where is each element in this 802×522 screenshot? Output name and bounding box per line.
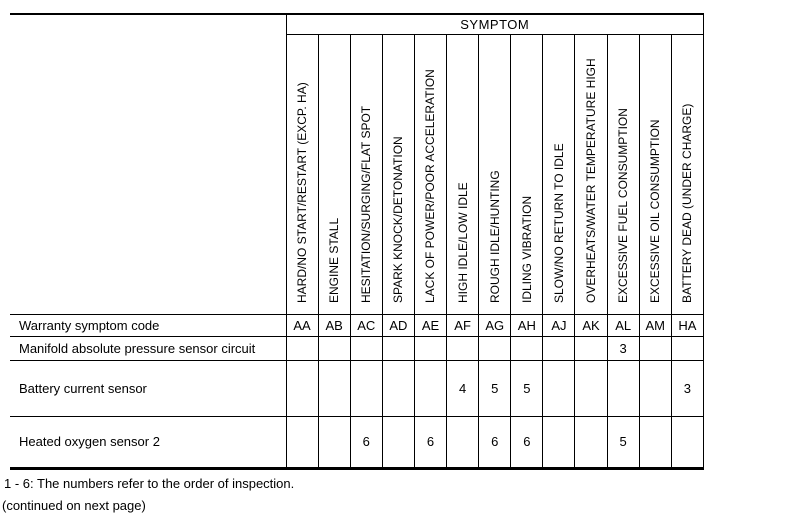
inspection-order-cell (543, 416, 575, 468)
inspection-order-cell (575, 416, 607, 468)
table-row (10, 336, 704, 360)
inspection-order-cell: 5 (511, 360, 543, 416)
inspection-order-cell: 6 (479, 416, 511, 468)
symptom-column-label: BATTERY DEAD (UNDER CHARGE) (680, 103, 695, 303)
symptom-column-header-ah (511, 34, 543, 314)
symptom-column-header-ha (671, 34, 703, 314)
symptom-column-label: SLOW/NO RETURN TO IDLE (551, 142, 566, 303)
warranty-code-ae: AE (414, 314, 446, 336)
inspection-order-cell: 3 (671, 360, 703, 416)
inspection-order-cell (382, 416, 414, 468)
inspection-order-cell (350, 336, 382, 360)
warranty-code-ha: HA (671, 314, 703, 336)
symptom-column-header-aa (286, 34, 318, 314)
inspection-order-cell: 6 (414, 416, 446, 468)
inspection-order-cell (639, 336, 671, 360)
inspection-order-cell (575, 336, 607, 360)
symptom-column-label: HESITATION/SURGING/FLAT SPOT (359, 105, 374, 303)
symptom-column-label: HIGH IDLE/LOW IDLE (455, 181, 470, 303)
symptom-column-header-ag (479, 34, 511, 314)
symptom-column-label: ENGINE STALL (327, 217, 342, 303)
inspection-order-cell (318, 336, 350, 360)
inspection-order-cell (286, 416, 318, 468)
inspection-order-cell (447, 416, 479, 468)
inspection-order-cell (414, 360, 446, 416)
corner-cell (10, 14, 286, 314)
warranty-code-aj: AJ (543, 314, 575, 336)
continued-note: (continued on next page) (2, 498, 146, 513)
inspection-order-cell (350, 360, 382, 416)
row-label: Heated oxygen sensor 2 (10, 416, 286, 468)
symptom-column-label: EXCESSIVE OIL CONSUMPTION (648, 118, 663, 303)
inspection-order-cell (671, 416, 703, 468)
inspection-order-cell (447, 336, 479, 360)
symptom-column-header-ac (350, 34, 382, 314)
symptom-column-label: HARD/NO START/RESTART (EXCP. HA) (295, 81, 310, 303)
symptom-column-header-al (607, 34, 639, 314)
row-label-warranty-symptom-code: Warranty symptom code (10, 314, 286, 336)
inspection-order-cell (286, 360, 318, 416)
row-label: Manifold absolute pressure sensor circuit (10, 336, 286, 360)
inspection-order-cell: 4 (447, 360, 479, 416)
warranty-code-ad: AD (382, 314, 414, 336)
symptom-column-label: OVERHEATS/WATER TEMPERATURE HIGH (584, 57, 599, 303)
inspection-order-note: 1 - 6: The numbers refer to the order of inspection. (4, 476, 295, 491)
row-label: Battery current sensor (10, 360, 286, 416)
symptom-column-label: LACK OF POWER/POOR ACCELERATION (423, 68, 438, 303)
symptom-column-header-am (639, 34, 671, 314)
symptom-column-header-af (447, 34, 479, 314)
inspection-order-cell (607, 360, 639, 416)
inspection-order-cell: 3 (607, 336, 639, 360)
symptom-column-header-ad (382, 34, 414, 314)
inspection-order-cell: 6 (511, 416, 543, 468)
inspection-order-cell (575, 360, 607, 416)
inspection-order-cell (318, 416, 350, 468)
inspection-order-cell (382, 336, 414, 360)
symptom-header: SYMPTOM (286, 14, 704, 34)
inspection-order-cell: 6 (350, 416, 382, 468)
inspection-order-cell (511, 336, 543, 360)
symptom-column-header-aj (543, 34, 575, 314)
symptom-column-label: IDLING VIBRATION (519, 195, 534, 303)
inspection-order-cell: 5 (607, 416, 639, 468)
inspection-order-cell (318, 360, 350, 416)
warranty-code-am: AM (639, 314, 671, 336)
inspection-order-cell (671, 336, 703, 360)
inspection-order-cell (382, 360, 414, 416)
symptom-diagnosis-table (10, 13, 704, 470)
warranty-code-row (10, 314, 704, 336)
symptom-column-label: ROUGH IDLE/HUNTING (487, 169, 502, 303)
symptom-column-label: SPARK KNOCK/DETONATION (391, 135, 406, 303)
table-row (10, 416, 704, 468)
inspection-order-cell (639, 416, 671, 468)
warranty-code-ag: AG (479, 314, 511, 336)
warranty-code-ab: AB (318, 314, 350, 336)
symptom-column-header-ae (414, 34, 446, 314)
inspection-order-cell (543, 360, 575, 416)
inspection-order-cell (286, 336, 318, 360)
symptom-column-label: EXCESSIVE FUEL CONSUMPTION (616, 107, 631, 303)
warranty-code-ac: AC (350, 314, 382, 336)
warranty-code-ak: AK (575, 314, 607, 336)
table-row (10, 360, 704, 416)
symptom-title-row (10, 14, 704, 34)
inspection-order-cell (414, 336, 446, 360)
warranty-code-af: AF (447, 314, 479, 336)
warranty-code-aa: AA (286, 314, 318, 336)
symptom-column-header-ab (318, 34, 350, 314)
warranty-code-ah: AH (511, 314, 543, 336)
inspection-order-cell (639, 360, 671, 416)
inspection-order-cell (479, 336, 511, 360)
inspection-order-cell: 5 (479, 360, 511, 416)
warranty-code-al: AL (607, 314, 639, 336)
inspection-order-cell (543, 336, 575, 360)
symptom-column-header-ak (575, 34, 607, 314)
